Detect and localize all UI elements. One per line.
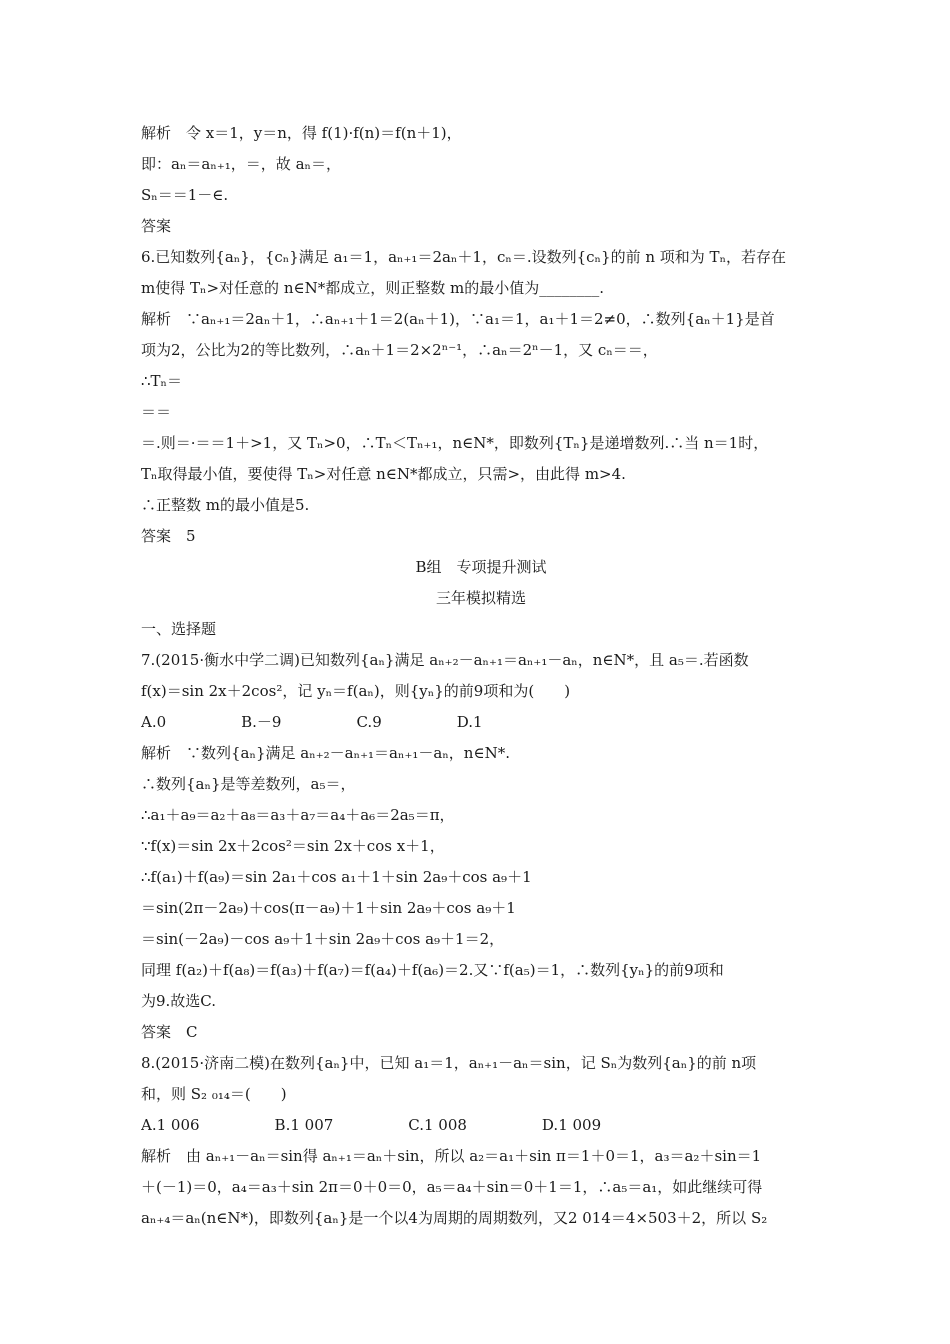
question-7: 7.(2015·衡水中学二调)已知数列{aₙ}满足 aₙ₊₂－aₙ₊₁＝aₙ₊₁－aₙ，n∈N*，且 a₅＝.若函数: [141, 651, 749, 669]
text-line: 答案 5: [141, 527, 196, 545]
text-line: ∴数列{aₙ}是等差数列，a₅＝，: [141, 775, 356, 793]
text-line: ＝＝: [141, 403, 172, 421]
text-line: Sₙ＝＝1－∈.: [141, 186, 229, 204]
text-line: 为9.故选C.: [141, 992, 217, 1010]
section-subheading: 三年模拟精选: [435, 589, 526, 607]
text-line: 答案: [141, 217, 172, 235]
text-line: aₙ₊₄＝aₙ(n∈N*)，即数列{aₙ}是一个以4为周期的周期数列，又2 014＝4×503＋2，所以 S₂: [141, 1209, 768, 1227]
text-line: ＝.则＝·＝＝1＋>1，又 Tₙ>0，∴Tₙ＜Tₙ₊₁，n∈N*，即数列{Tₙ}是递增数列.∴当 n＝1时，: [141, 434, 769, 452]
text-line: 一、选择题: [141, 620, 217, 638]
text-line: ∴f(a₁)＋f(a₉)＝sin 2a₁＋cos a₁＋1＋sin 2a₉＋cos a₉＋1: [141, 868, 532, 886]
text-line: 和，则 S₂ ₀₁₄＝( ): [141, 1085, 287, 1103]
question-8: 8.(2015·济南二模)在数列{aₙ}中，已知 a₁＝1，aₙ₊₁－aₙ＝sin，记 Sₙ为数列{aₙ}的前 n项: [141, 1054, 757, 1072]
text-line: 解析 ∵数列{aₙ}满足 aₙ₊₂－aₙ₊₁＝aₙ₊₁－aₙ，n∈N*.: [141, 744, 510, 762]
text-line: ＝sin(－2a₉)－cos a₉＋1＋sin 2a₉＋cos a₉＋1＝2，: [141, 930, 505, 948]
text-line: 解析 ∵aₙ₊₁＝2aₙ＋1，∴aₙ₊₁＋1＝2(aₙ＋1)，∵a₁＝1，a₁＋1＝2≠0，∴数列{aₙ＋1}是首: [141, 310, 775, 328]
text-line: ∴正整数 m的最小值是5.: [141, 496, 310, 514]
text-line: ∴Tₙ＝: [141, 372, 183, 390]
answer-options: A.1 006 B.1 007 C.1 008 D.1 009: [141, 1116, 602, 1134]
text-line: ＋(－1)＝0，a₄＝a₃＋sin 2π＝0＋0＝0，a₅＝a₄＋sin＝0＋1＝1，∴a₅＝a₁，如此继续可得: [141, 1178, 763, 1196]
text-line: m使得 Tₙ>对任意的 n∈N*都成立，则正整数 m的最小值为________.: [141, 279, 604, 297]
text-line: f(x)＝sin 2x＋2cos²，记 yₙ＝f(aₙ)，则{yₙ}的前9项和为( ): [141, 682, 571, 700]
text-line: ∴a₁＋a₉＝a₂＋a₈＝a₃＋a₇＝a₄＋a₆＝2a₅＝π，: [141, 806, 455, 824]
text-line: 答案 C: [141, 1023, 198, 1041]
text-line: 同理 f(a₂)＋f(a₈)＝f(a₃)＋f(a₇)＝f(a₄)＋f(a₆)＝2.又∵f(a₅)＝1，∴数列{yₙ}的前9项和: [141, 961, 724, 979]
answer-options: A.0 B.－9 C.9 D.1: [141, 713, 483, 731]
text-line: 即：aₙ＝aₙ₊₁，＝，故 aₙ＝，: [141, 155, 341, 173]
text-line: ＝sin(2π－2a₉)＋cos(π－a₉)＋1＋sin 2a₉＋cos a₉＋1: [141, 899, 516, 917]
text-line: 项为2，公比为2的等比数列，∴aₙ＋1＝2×2ⁿ⁻¹，∴aₙ＝2ⁿ－1，又 cₙ＝＝，: [141, 341, 658, 359]
text-line: 解析 由 aₙ₊₁－aₙ＝sin得 aₙ₊₁＝aₙ＋sin，所以 a₂＝a₁＋sin π＝1＋0＝1，a₃＝a₂＋sin＝1: [141, 1147, 762, 1165]
text-line: 解析 令 x＝1，y＝n，得 f(1)·f(n)＝f(n＋1)，: [141, 124, 462, 142]
section-heading: B组 专项提升测试: [415, 558, 547, 576]
question-6: 6.已知数列{aₙ}，{cₙ}满足 a₁＝1，aₙ₊₁＝2aₙ＋1，cₙ＝.设数列{cₙ}的前 n 项和为 Tₙ，若存在: [141, 248, 787, 266]
text-line: ∵f(x)＝sin 2x＋2cos²＝sin 2x＋cos x＋1，: [141, 837, 445, 855]
text-line: Tₙ取得最小值，要使得 Tₙ>对任意 n∈N*都成立，只需>，由此得 m>4.: [141, 465, 626, 483]
